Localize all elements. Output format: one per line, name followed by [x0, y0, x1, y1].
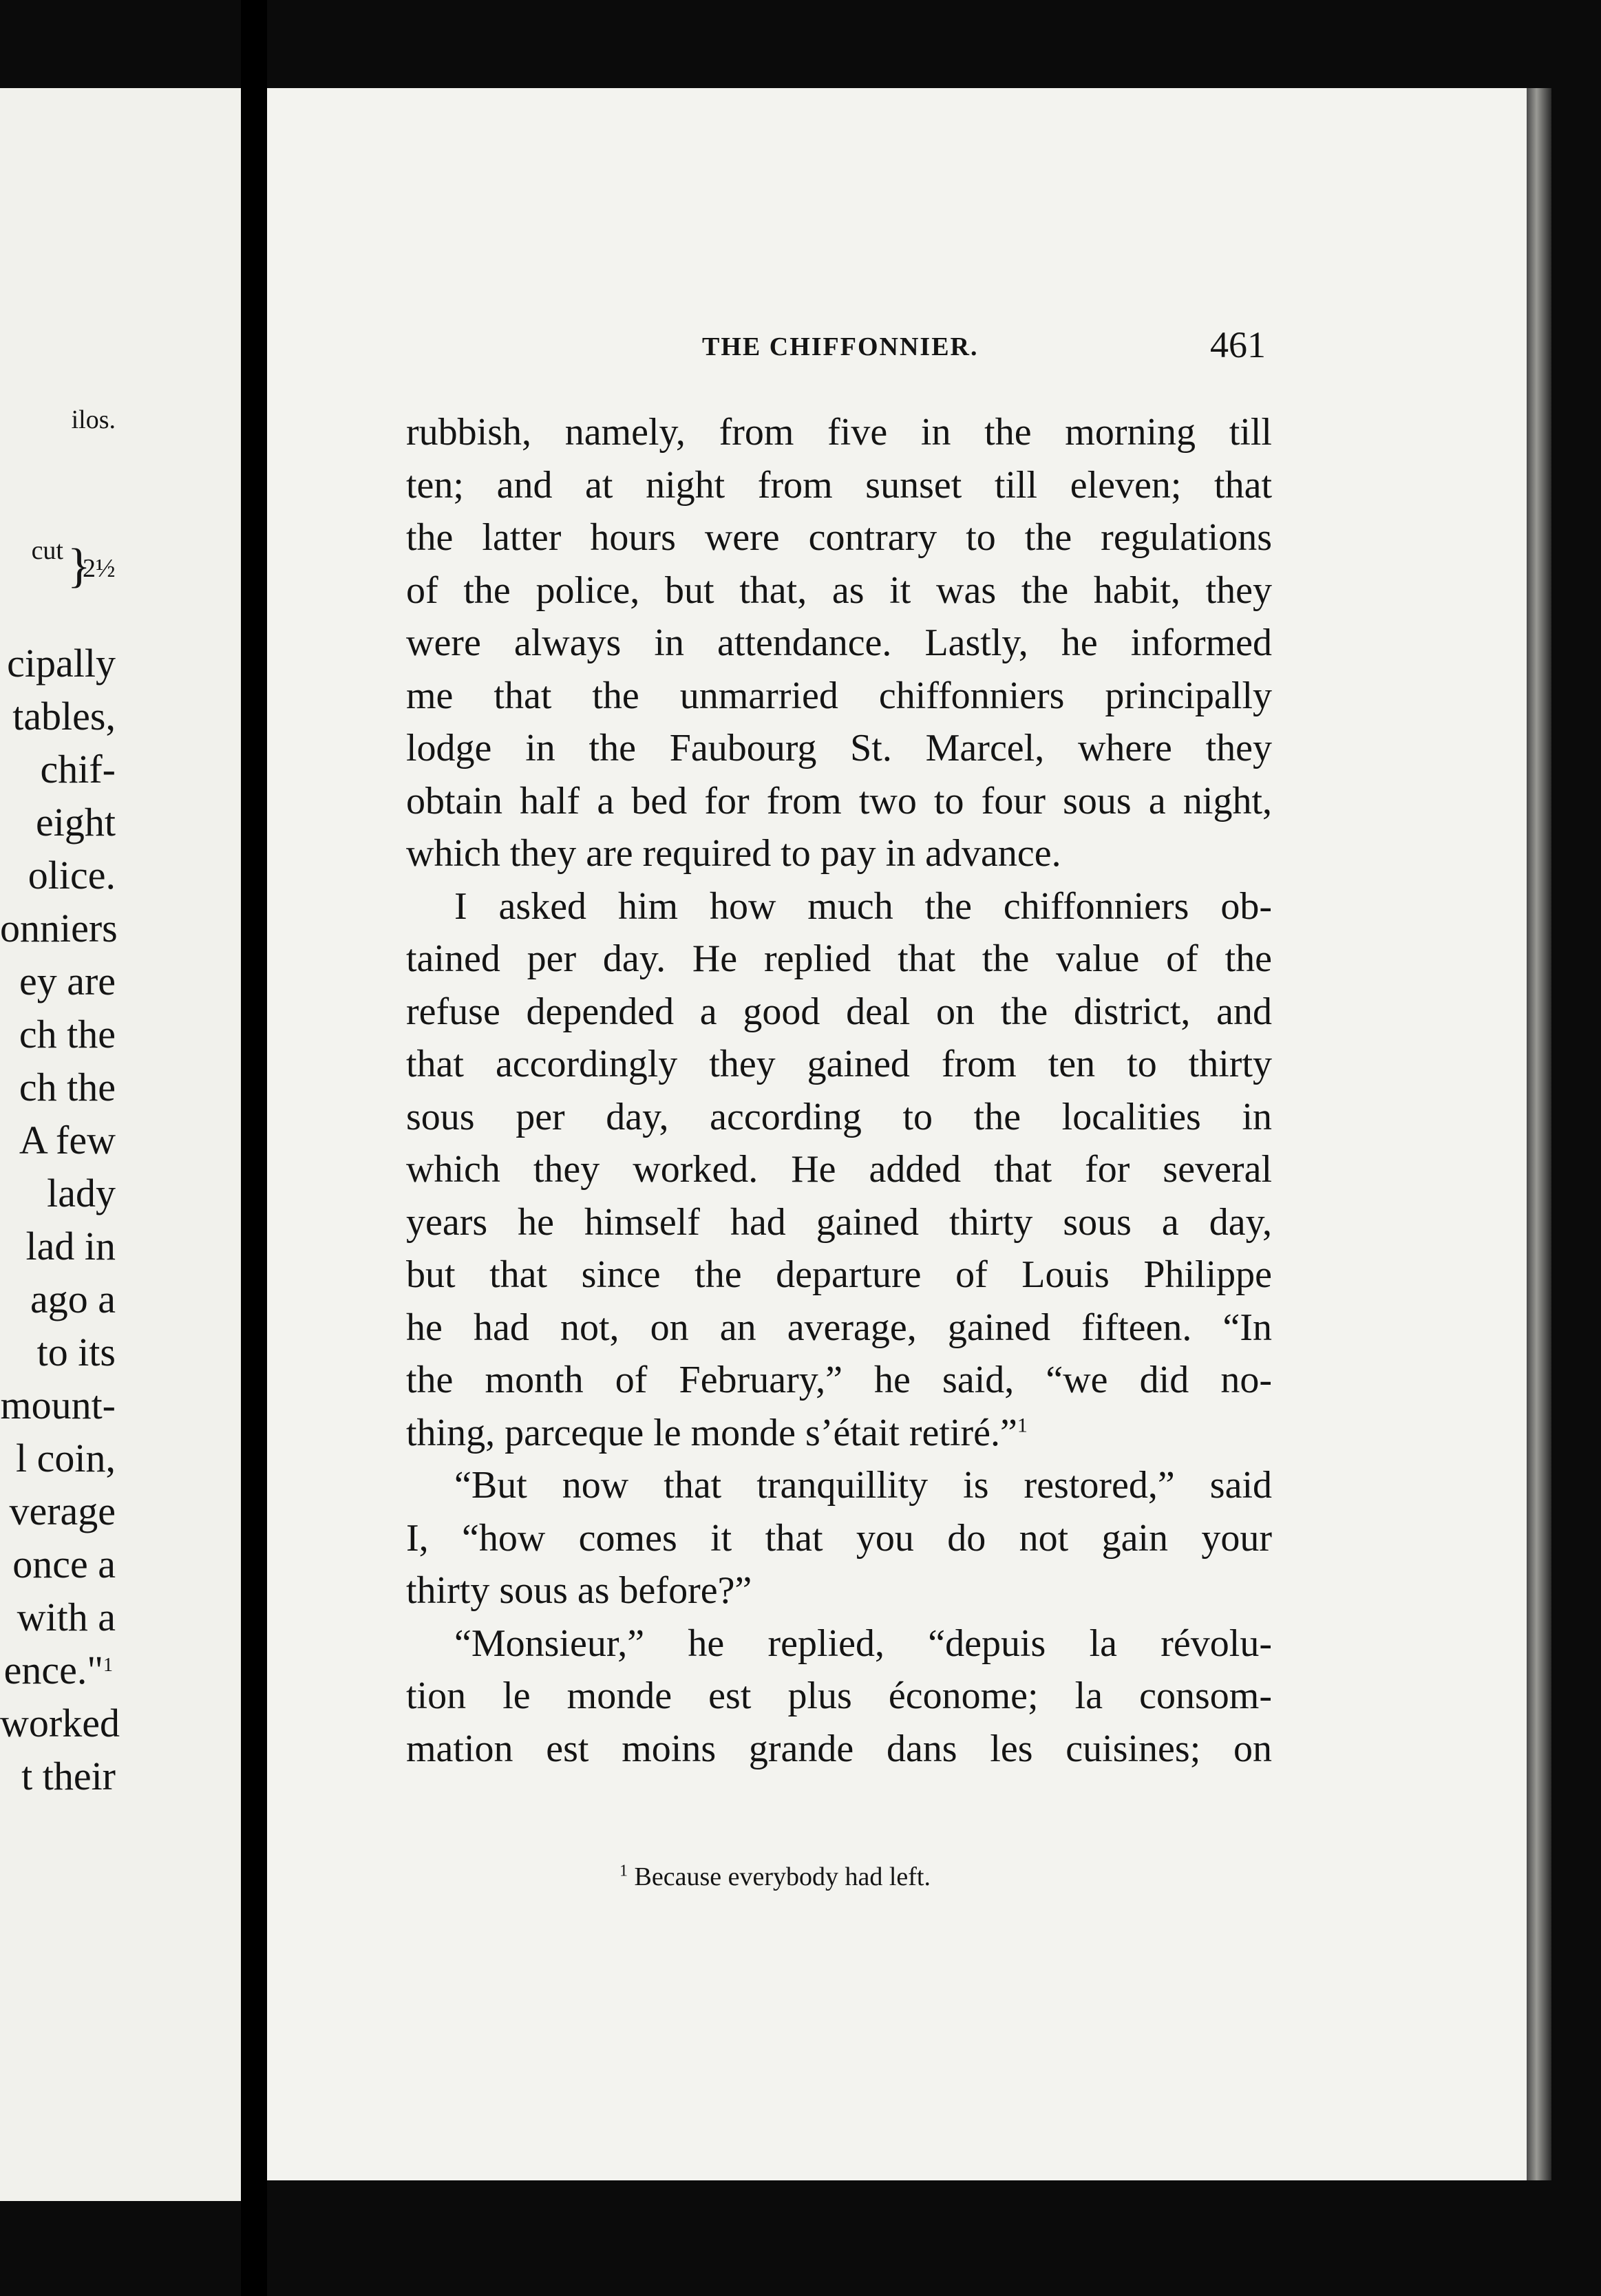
footnote-ref: 1	[1017, 1413, 1028, 1436]
text-line: tion le monde est plus économe; la consom-	[406, 1675, 1272, 1717]
body-text	[406, 406, 1272, 1775]
left-fragment: lad in	[25, 1224, 116, 1268]
left-fragment: ence."	[3, 1648, 103, 1692]
left-fragment: cut	[31, 536, 63, 565]
text-line: which they worked. He added that for several	[406, 1148, 1272, 1191]
text-line: sous per day, according to the localities in	[406, 1095, 1272, 1138]
text-line: I asked him how much the chiffonniers ob-	[454, 884, 1272, 928]
text-line: which they are required to pay in advance.	[406, 832, 1061, 875]
left-fragment: olice.	[28, 853, 116, 897]
left-fragment: 2½	[83, 554, 116, 583]
left-fragment: with a	[17, 1595, 116, 1639]
page-edge	[1527, 88, 1551, 2180]
text-line: “Monsieur,” he replied, “depuis la révolu-	[454, 1622, 1272, 1665]
left-fragment: cipally	[7, 641, 116, 685]
text-line: ten; and at night from sunset till eleven; that	[406, 463, 1272, 507]
facing-page-fragment	[0, 88, 241, 2201]
text-line: mation est moins grande dans les cuisines; on	[406, 1727, 1272, 1770]
running-title: THE CHIFFONNIER.	[702, 332, 979, 361]
left-fragment: ch the	[19, 1012, 116, 1056]
left-fragment: once a	[12, 1542, 116, 1586]
footnote	[619, 1862, 931, 1892]
text-line: were always in attendance. Lastly, he informed	[406, 621, 1272, 664]
left-fragment: ey are	[19, 959, 116, 1003]
footnote-text: Because everybody had left.	[634, 1862, 931, 1891]
left-fragment: ilos.	[71, 405, 116, 434]
text-line: lodge in the Faubourg St. Marcel, where they	[406, 727, 1272, 769]
left-fragment: ago a	[30, 1277, 116, 1321]
left-fragment: eight	[36, 800, 116, 844]
text-line: I, “how comes it that you do not gain your	[406, 1516, 1272, 1560]
left-fragment: onniers	[0, 906, 118, 950]
left-fragment: A few	[19, 1118, 116, 1162]
text-line: the month of February,” he said, “we did no-	[406, 1359, 1272, 1401]
left-fragment: chif-	[40, 747, 116, 791]
text-line: the latter hours were contrary to the regulations	[406, 516, 1272, 559]
text-line: rubbish, namely, from five in the morning till	[406, 411, 1272, 454]
left-fragment: l coin,	[16, 1436, 116, 1480]
text-line: tained per day. He replied that the value of the	[406, 937, 1272, 980]
text-line: of the police, but that, as it was the habit, they	[406, 568, 1272, 612]
footnote-mark: 1	[619, 1862, 628, 1880]
text-line: me that the unmarried chiffonniers principally	[406, 674, 1272, 717]
left-fragment: mount-	[0, 1383, 116, 1427]
text-line: refuse depended a good deal on the district, and	[406, 990, 1272, 1033]
text-line: years he himself had gained thirty sous a day,	[406, 1200, 1272, 1244]
left-fragment: t their	[21, 1754, 116, 1798]
left-fragment: ch the	[19, 1065, 116, 1109]
page-number: 461	[1210, 324, 1266, 365]
footnote-ref: 1	[103, 1655, 113, 1676]
text-line: that accordingly they gained from ten to thirty	[406, 1043, 1272, 1085]
left-fragment: verage	[9, 1489, 116, 1533]
left-fragment: lady	[47, 1171, 116, 1215]
left-fragment: worked	[0, 1701, 120, 1745]
text-line	[406, 1407, 1272, 1460]
text-line: he had not, on an average, gained fifteen. “In	[406, 1306, 1272, 1349]
brace-glyph: }	[67, 540, 91, 593]
book-gutter	[241, 0, 267, 2296]
text-line: obtain half a bed for from two to four sous a night,	[406, 779, 1272, 822]
left-fragment: tables,	[12, 694, 116, 738]
text-line-content: thing, parceque le monde s’était retiré.”	[406, 1411, 1017, 1454]
text-line: but that since the departure of Louis Philippe	[406, 1253, 1272, 1296]
left-fragment: to its	[36, 1330, 116, 1374]
text-line: thirty sous as before?”	[406, 1569, 752, 1612]
text-line: “But now that tranquillity is restored,” said	[454, 1464, 1272, 1507]
